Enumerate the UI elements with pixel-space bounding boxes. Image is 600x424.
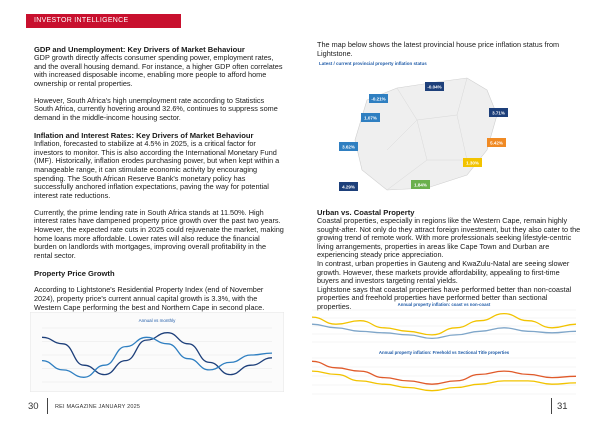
urban-heading: Urban vs. Coastal Property [317,208,415,217]
right-page [300,0,600,424]
coast-chart [302,300,586,346]
province-badge-label: 5.42% [490,140,503,146]
gdp-body: GDP growth directly affects consumer spending power, employment rates, and the overall housing demand. For instance, a higher GDP often correlates with increased disposable income, enabling more people to afford home ownership or rental properties. [34,53,283,88]
magazine-name: REI MAGAZINE JANUARY 2025 [55,404,141,410]
gdp-heading: GDP and Unemployment: Key Drivers of Market Behaviour [34,45,245,54]
province-badge-label: -0.21% [371,96,386,102]
left-page-number: 30 [28,401,39,412]
map-intro-block [317,41,582,58]
section-banner: INVESTOR INTELLIGENCE [26,14,181,28]
inflation-heading: Inflation and Interest Rates: Key Drivers of Market Behaviour [34,131,254,141]
province-badge-label: -0.04% [427,84,442,90]
province-badge-label: 1.07% [364,115,377,121]
price-body: According to Lightstone's Residential Property Index (end of November 2024), property price's current annual capital growth is 3.3%, with the Western Cape performing the best and Northern Cape in second place. [34,285,265,312]
coast-chart-title: Annual property inflation: coast vs non-coast [397,302,491,307]
freehold-chart-title: Annual property inflation: Freehold vs Sectional Title properties [378,350,510,355]
national-inflation-chart [30,312,284,392]
map-intro: The map below shows the latest provincial house price inflation status from Lightstone. [317,40,560,58]
province-badge-label: 3.71% [492,110,505,116]
series-line-1 [312,361,576,384]
province-badge-label: 1.30% [466,160,479,166]
province-badge-label: 1.84% [414,182,427,188]
freehold-chart [302,348,586,398]
prime-body: Currently, the prime lending rate in South Africa stands at 11.50%. High interest rates have dampened property price growth over the past two years. However, the expected rate cuts in 2025 could rejuvenate the market, making home loans more affordable. Lower rates will also reduce the financial burden on landlords with mortgages, improving overall profitability in the rental sector. [34,207,284,260]
province-map [317,60,547,200]
province-badge-label: 4.29% [342,184,355,190]
urban-body-2: In contrast, urban properties in Gauteng and KwaZulu-Natal are seeing slower growth. However, these markets provide affordability, appealing to first-time buyers and investors targeting rental yields. [317,258,570,286]
right-page-number: 31 [557,401,568,412]
urban-block [317,208,582,312]
left-column [34,45,284,333]
urban-body: Coastal properties, especially in regions like the Western Cape, remain highly sought-after. Not only do they attract foreign investment, but they also cater to the growing trend of remote work. With more professionals seeking lifestyle-centric living arrangements, properties in areas like Cape Town and Durban are experiencing steady price appreciation. [317,216,581,260]
freehold-chart-plot [312,358,576,394]
coast-chart-plot [312,310,576,342]
series-line-2 [312,371,576,391]
unemployment-body: However, South Africa's high unemployment rate according to Statistics South Africa, currently hovering around 32.6%, continues to suppress some demand in the middle-income housing sector. [34,95,278,123]
price-heading: Property Price Growth [34,268,115,278]
footer-divider-right [551,398,552,414]
inflation-body: Inflation, forecasted to stabilize at 4.5% in 2025, is a critical factor for investors to monitor. This is also according the International Monetary Fund (IMF). Historically, inflation erodes purchasing power, but when kept within a manageable range, it can stimulate economic activity by encouraging spending. The South African Reserve Bank's monetary policy has successfully anchored inflation expectations, paving the way for potential interest rate reductions. [34,139,280,200]
urban-body-3: Lightstone says that coastal properties have performed better than non-coastal properties and freehold properties have performed better than sectional properties. [317,284,572,311]
footer-divider [47,398,48,414]
province-badge-label: 3.62% [342,144,355,150]
national-chart-inner-title: Annual vs monthly [138,318,176,323]
map-title: Latest / current provincial property inflation status [319,61,427,66]
